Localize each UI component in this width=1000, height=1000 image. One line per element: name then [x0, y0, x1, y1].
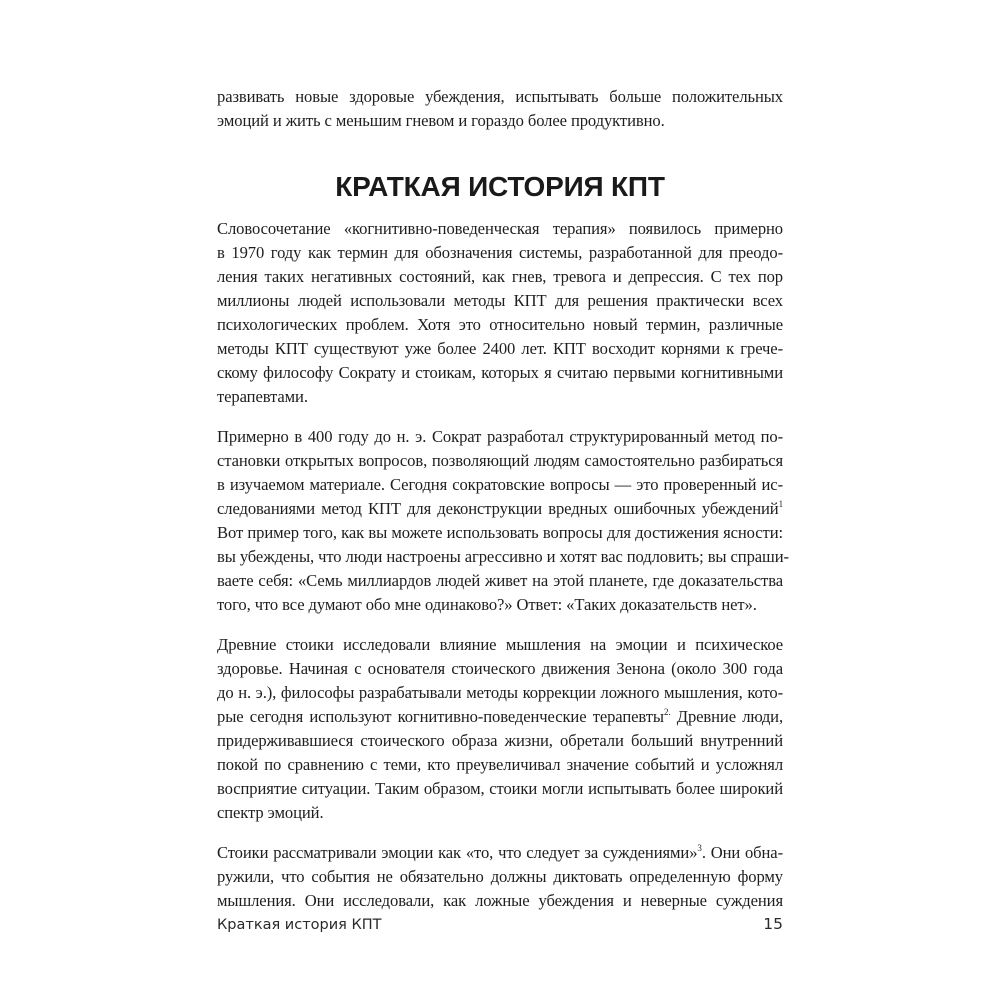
- paragraph-3-line: придерживавшиеся стоического образа жизни, обретали больший внутренний: [217, 731, 783, 750]
- paragraph-2-line: [217, 497, 783, 521]
- paragraph-2-line: Вот пример того, как вы можете использовать вопросы для достижения ясности:: [217, 523, 783, 542]
- paragraph-2-line: в изучаемом материале. Сегодня сократовские вопросы — это проверенный ис-: [217, 475, 783, 494]
- paragraph-3-line: восприятие ситуации. Таким образом, стоики могли испытывать более широкий: [217, 779, 783, 798]
- paragraph-3-line: Древние стоики исследовали влияние мышления на эмоции и психическое: [217, 635, 783, 654]
- paragraph-3-text: рые сегодня используют когнитивно-поведенческие терапевты: [217, 707, 664, 726]
- paragraph-3-line: [217, 705, 783, 729]
- paragraph-1-line: психологических проблем. Хотя это относительно новый термин, различные: [217, 315, 783, 334]
- paragraph-2-line: того, что все думают обо мне одинаково?» Ответ: «Таких доказательств нет».: [217, 595, 757, 614]
- paragraph-4-text: . Они обна-: [701, 843, 784, 862]
- paragraph-1-line: Словосочетание «когнитивно-поведенческая терапия» появилось примерно: [217, 219, 783, 238]
- paragraph-4-line: мышления. Они исследовали, как ложные убеждения и неверные суждения: [217, 891, 783, 910]
- intro-line: развивать новые здоровые убеждения, испытывать больше положительных: [217, 87, 783, 106]
- paragraph-1-line: в 1970 году как термин для обозначения системы, разработанной для преодо-: [217, 243, 783, 262]
- paragraph-3-text: Древние люди,: [670, 707, 783, 726]
- paragraph-3-line: покой по сравнению с теми, кто преувеличивал значение событий и усложнял: [217, 755, 783, 774]
- page-number: 15: [763, 915, 783, 933]
- intro-line: эмоций и жить с меньшим гневом и гораздо более продуктивно.: [217, 111, 665, 130]
- paragraph-2-line: Примерно в 400 году до н. э. Сократ разработал структурированный метод по-: [217, 427, 783, 446]
- paragraph-3-line: до н. э.), философы разрабатывали методы коррекции ложного мышления, кото-: [217, 683, 783, 702]
- footnote-ref-1: 1: [778, 499, 783, 509]
- paragraph-1-line: скому философу Сократу и стоикам, которых я считаю первыми когнитивными: [217, 363, 783, 382]
- paragraph-3-line: здоровье. Начиная с основателя стоического движения Зенона (около 300 года: [217, 659, 783, 678]
- paragraph-4-text: Стоики рассматривали эмоции как «то, что следует за суждениями»: [217, 843, 698, 862]
- section-heading: КРАТКАЯ ИСТОРИЯ КПТ: [335, 171, 665, 202]
- paragraph-2-text: следованиями метод КПТ для деконструкции вредных ошибочных убеждений: [217, 499, 779, 518]
- paragraph-1-line: миллионы людей использовали методы КПТ для решения практически всех: [217, 291, 783, 310]
- paragraph-1-line: методы КПТ существуют уже более 2400 лет. КПТ восходит корнями к грече-: [217, 339, 783, 358]
- footnote-ref-3: 3: [697, 843, 702, 853]
- paragraph-3-line: спектр эмоций.: [217, 803, 324, 822]
- paragraph-2-line: вы убеждены, что люди настроены агрессивно и хотят вас подловить; вы спраши-: [217, 547, 789, 566]
- footnote-ref-2: 2.: [663, 707, 671, 717]
- paragraph-1-line: ления таких негативных состояний, как гнев, тревога и депрессия. С тех пор: [217, 267, 783, 286]
- paragraph-4-line: ружили, что события не обязательно должны диктовать определенную форму: [217, 867, 783, 886]
- paragraph-4-line: [217, 841, 783, 865]
- running-footer-title: Краткая история КПТ: [217, 917, 382, 933]
- paragraph-2-line: становки открытых вопросов, позволяющий людям самостоятельно разбираться: [217, 451, 783, 470]
- paragraph-2-line: ваете себя: «Семь миллиардов людей живет на этой планете, где доказательства: [217, 571, 783, 590]
- paragraph-1-line: терапевтами.: [217, 387, 308, 406]
